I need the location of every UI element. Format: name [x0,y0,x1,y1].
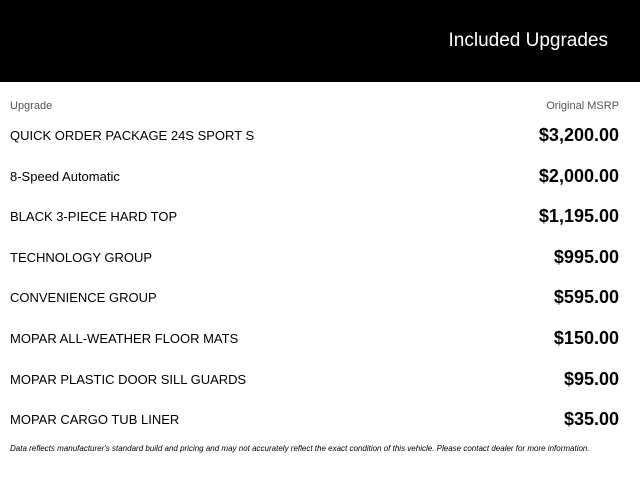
disclaimer-text: Data reflects manufacturer's standard build and pricing and may not accurately reflect the exact condition of this vehicle. Please contact dealer for more information. [10,444,590,453]
upgrade-price: $95.00 [563,368,619,389]
column-header-upgrade: Upgrade [10,100,53,112]
column-header-msrp: Original MSRP [546,100,619,112]
upgrade-row [10,196,619,237]
upgrade-name: MOPAR ALL-WEATHER FLOOR MATS [10,330,239,346]
upgrade-price: $3,200.00 [538,125,619,145]
upgrade-price: $2,000.00 [538,165,619,186]
upgrade-name: 8-Speed Automatic [10,168,120,184]
upgrade-name: QUICK ORDER PACKAGE 24S SPORT S [10,128,255,143]
upgrade-name: CONVENIENCE GROUP [10,290,157,306]
upgrade-name: MOPAR CARGO TUB LINER [10,412,180,428]
upgrade-row [10,115,619,156]
page-title: Included Upgrades [448,30,608,51]
upgrade-row [10,237,619,278]
upgrade-row [10,399,619,440]
upgrades-list [10,115,619,440]
upgrade-price: $150.00 [553,327,619,348]
upgrade-name: MOPAR PLASTIC DOOR SILL GUARDS [10,371,247,387]
upgrade-price: $995.00 [553,246,619,267]
upgrade-row [10,277,619,318]
upgrade-row [10,156,619,197]
column-headers [10,100,619,114]
upgrade-price: $1,195.00 [538,206,619,227]
header-bar [0,0,640,82]
upgrade-row [10,359,619,400]
upgrade-price: $35.00 [563,409,619,430]
upgrade-price: $595.00 [553,287,619,308]
upgrade-name: BLACK 3-PIECE HARD TOP [10,209,178,225]
upgrade-name: TECHNOLOGY GROUP [10,249,153,265]
upgrade-row [10,318,619,359]
